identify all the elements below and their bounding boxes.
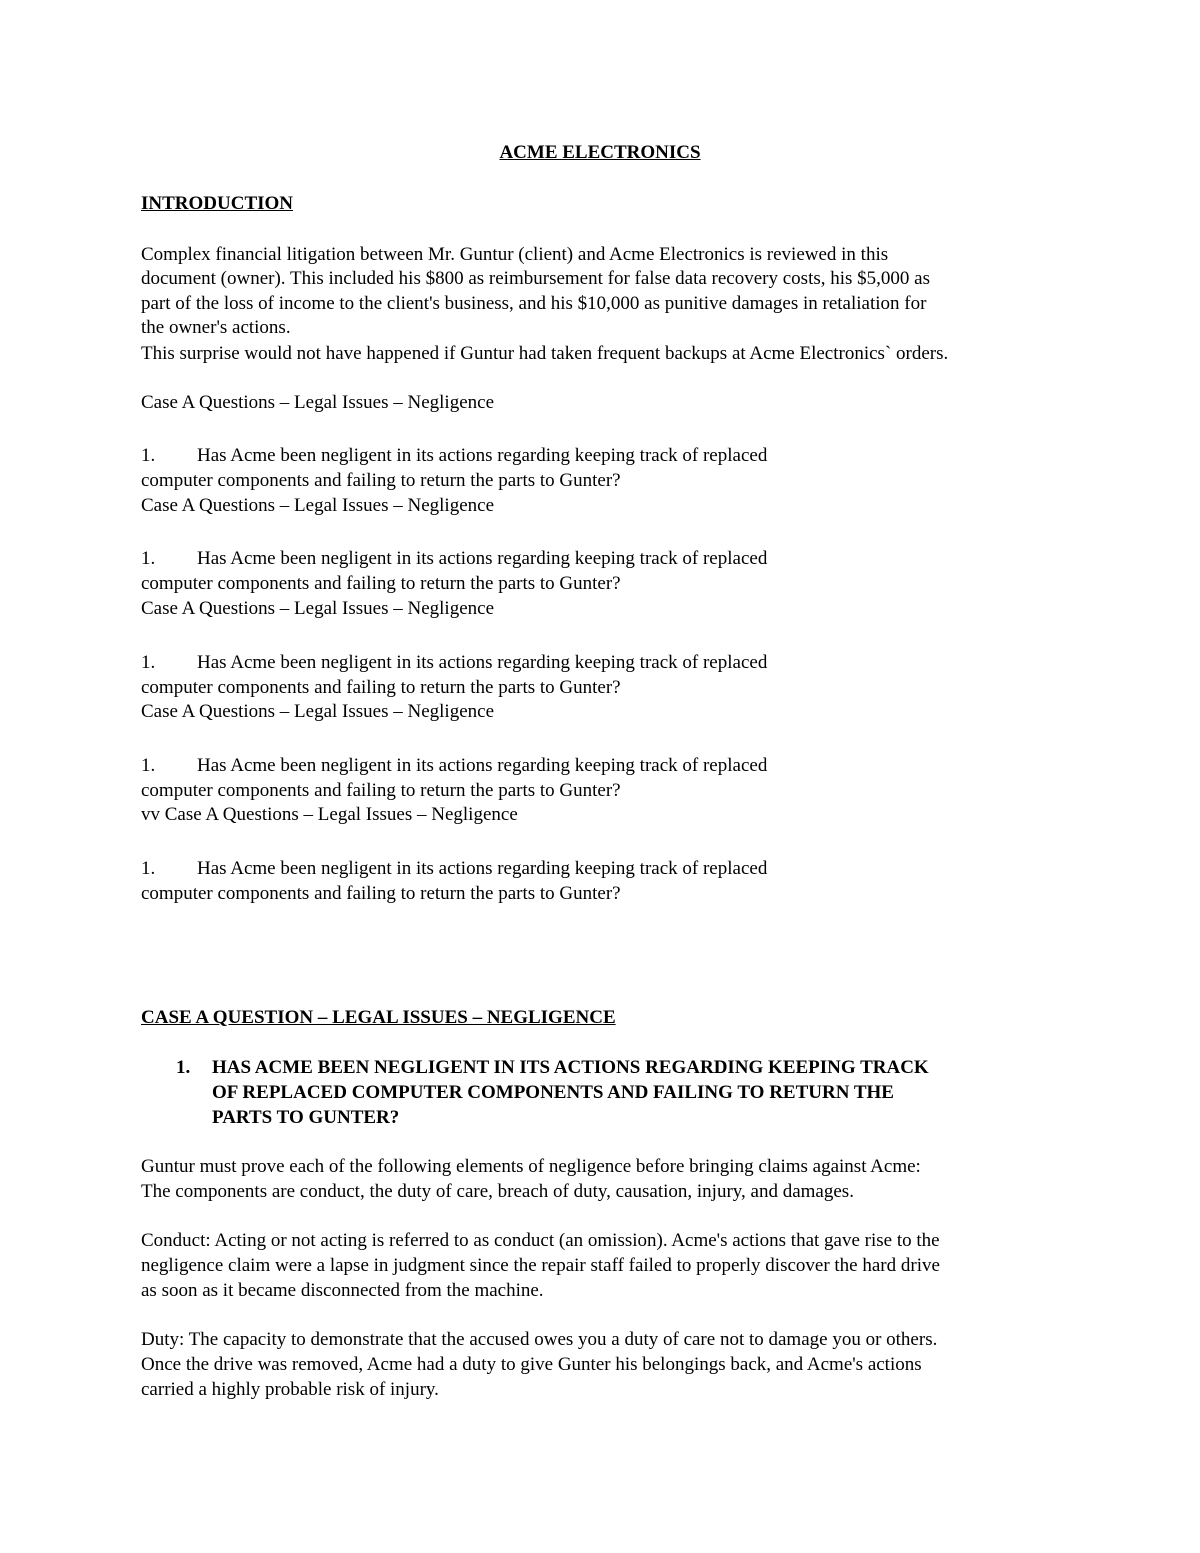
- paragraph-line: carried a highly probable risk of injury.: [141, 1379, 439, 1400]
- question-line-cont: computer components and failing to return the parts to Gunter?: [141, 470, 621, 491]
- question-text: Has Acme been negligent in its actions regarding keeping track of replaced: [197, 548, 768, 569]
- intro-line: document (owner). This included his $800 as reimbursement for false data recovery costs, his $5,000 as: [141, 268, 931, 289]
- question-text: Has Acme been negligent in its actions regarding keeping track of replaced: [197, 755, 768, 776]
- question-number: 1.: [141, 858, 156, 879]
- paragraph-line: Duty: The capacity to demonstrate that the accused owes you a duty of care not to damage you or others.: [141, 1329, 938, 1350]
- question-line-cont: computer components and failing to return the parts to Gunter?: [141, 677, 621, 698]
- bold-question-number: 1.: [176, 1057, 191, 1078]
- case-header: Case A Questions – Legal Issues – Negligence: [141, 598, 495, 619]
- case-header: vv Case A Questions – Legal Issues – Negligence: [141, 804, 518, 825]
- paragraph-line: Conduct: Acting or not acting is referred to as conduct (an omission). Acme's actions that gave rise to the: [141, 1230, 940, 1251]
- bold-question-line: OF REPLACED COMPUTER COMPONENTS AND FAILING TO RETURN THE: [212, 1082, 894, 1103]
- question-line-cont: computer components and failing to return the parts to Gunter?: [141, 883, 621, 904]
- intro-line: the owner's actions.: [141, 317, 291, 338]
- intro-line: part of the loss of income to the client's business, and his $10,000 as punitive damages in retaliation for: [141, 293, 927, 314]
- paragraph-line: Guntur must prove each of the following elements of negligence before bringing claims against Acme:: [141, 1156, 921, 1177]
- question-line: [141, 651, 767, 675]
- question-line-cont: computer components and failing to return the parts to Gunter?: [141, 780, 621, 801]
- intro-line: Complex financial litigation between Mr. Guntur (client) and Acme Electronics is reviewed in this: [141, 244, 889, 265]
- paragraph-line: negligence claim were a lapse in judgment since the repair staff failed to properly discover the hard drive: [141, 1255, 940, 1276]
- bold-question-line: PARTS TO GUNTER?: [212, 1107, 400, 1128]
- question-line-cont: computer components and failing to return the parts to Gunter?: [141, 573, 621, 594]
- question-text: Has Acme been negligent in its actions regarding keeping track of replaced: [197, 858, 768, 879]
- paragraph-line: as soon as it became disconnected from the machine.: [141, 1280, 544, 1301]
- question-text: Has Acme been negligent in its actions regarding keeping track of replaced: [197, 652, 768, 673]
- question-text: Has Acme been negligent in its actions regarding keeping track of replaced: [197, 445, 768, 466]
- question-line: [141, 444, 767, 468]
- section-heading: CASE A QUESTION – LEGAL ISSUES – NEGLIGENCE: [141, 1007, 616, 1028]
- introduction-heading: INTRODUCTION: [141, 193, 294, 214]
- question-number: 1.: [141, 755, 156, 776]
- bold-question: [176, 1055, 929, 1130]
- question-line: [141, 857, 767, 881]
- case-header: Case A Questions – Legal Issues – Negligence: [141, 701, 495, 722]
- case-header: Case A Questions – Legal Issues – Negligence: [141, 495, 495, 516]
- paragraph-line: Once the drive was removed, Acme had a duty to give Gunter his belongings back, and Acme's actions: [141, 1354, 922, 1375]
- document-title: ACME ELECTRONICS: [499, 142, 701, 163]
- bold-question-line: HAS ACME BEEN NEGLIGENT IN ITS ACTIONS REGARDING KEEPING TRACK: [212, 1057, 929, 1078]
- question-number: 1.: [141, 652, 156, 673]
- paragraph-line: The components are conduct, the duty of care, breach of duty, causation, injury, and damages.: [141, 1181, 854, 1202]
- question-line: [141, 754, 767, 778]
- question-line: [141, 547, 767, 571]
- question-number: 1.: [141, 445, 156, 466]
- question-number: 1.: [141, 548, 156, 569]
- case-header: Case A Questions – Legal Issues – Negligence: [141, 392, 495, 413]
- intro-line: This surprise would not have happened if Guntur had taken frequent backups at Acme Electronics` orders.: [141, 343, 949, 364]
